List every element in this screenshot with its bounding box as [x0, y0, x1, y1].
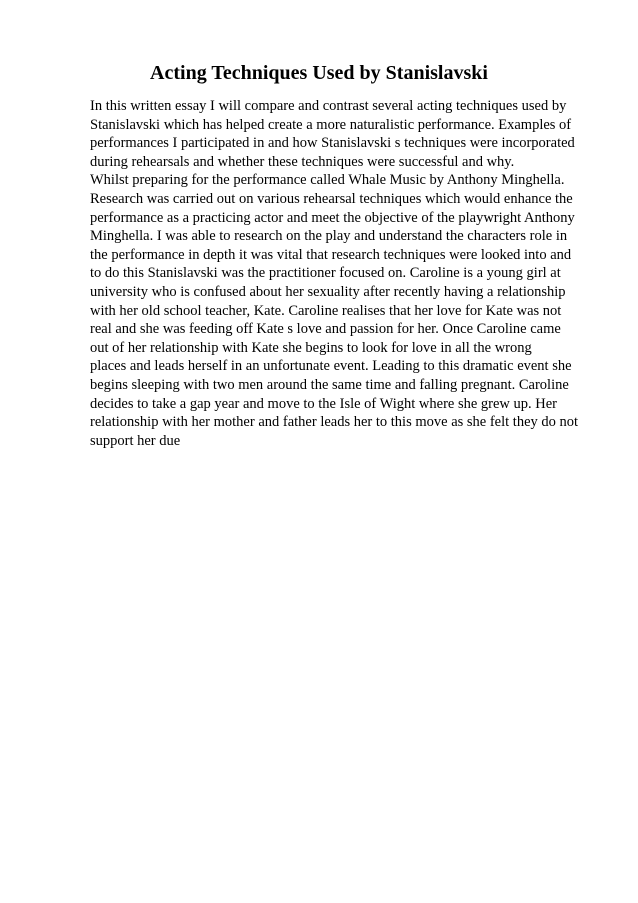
essay-line: relationship with her mother and father leads her to this move as she felt they do not: [90, 414, 579, 431]
essay-line: begins sleeping with two men around the same time and falling pregnant. Caroline: [90, 376, 569, 393]
essay-line: Stanislavski which has helped create a more naturalistic performance. Examples of: [90, 116, 572, 133]
essay-line: performance as a practicing actor and meet the objective of the playwright Anthony: [90, 209, 575, 226]
essay-body: [90, 97, 610, 450]
essay-line: the performance in depth it was vital that research techniques were looked into and: [90, 246, 572, 263]
essay-line: Research was carried out on various rehearsal techniques which would enhance the: [90, 190, 573, 207]
essay-line: university who is confused about her sexuality after recently having a relationship: [90, 283, 566, 300]
essay-line: real and she was feeding off Kate s love and passion for her. Once Caroline came: [90, 321, 561, 338]
essay-line: support her due: [90, 432, 181, 449]
essay-line: decides to take a gap year and move to the Isle of Wight where she grew up. Her: [90, 395, 558, 412]
essay-line: during rehearsals and whether these techniques were successful and why.: [90, 153, 515, 170]
essay-line: Whilst preparing for the performance called Whale Music by Anthony Minghella.: [90, 172, 565, 189]
essay-line: out of her relationship with Kate she begins to look for love in all the wrong: [90, 339, 532, 356]
essay-line: places and leads herself in an unfortunate event. Leading to this dramatic event she: [90, 358, 572, 375]
essay-line: In this written essay I will compare and contrast several acting techniques used by: [90, 98, 567, 114]
essay-line: Minghella. I was able to research on the play and understand the characters role in: [90, 228, 568, 245]
essay-line: performances I participated in and how Stanislavski s techniques were incorporated: [90, 135, 575, 152]
essay-line: with her old school teacher, Kate. Caroline realises that her love for Kate was not: [90, 302, 562, 319]
document-title: Acting Techniques Used by Stanislavski: [150, 62, 488, 84]
essay-line: to do this Stanislavski was the practitioner focused on. Caroline is a young girl at: [90, 265, 561, 282]
